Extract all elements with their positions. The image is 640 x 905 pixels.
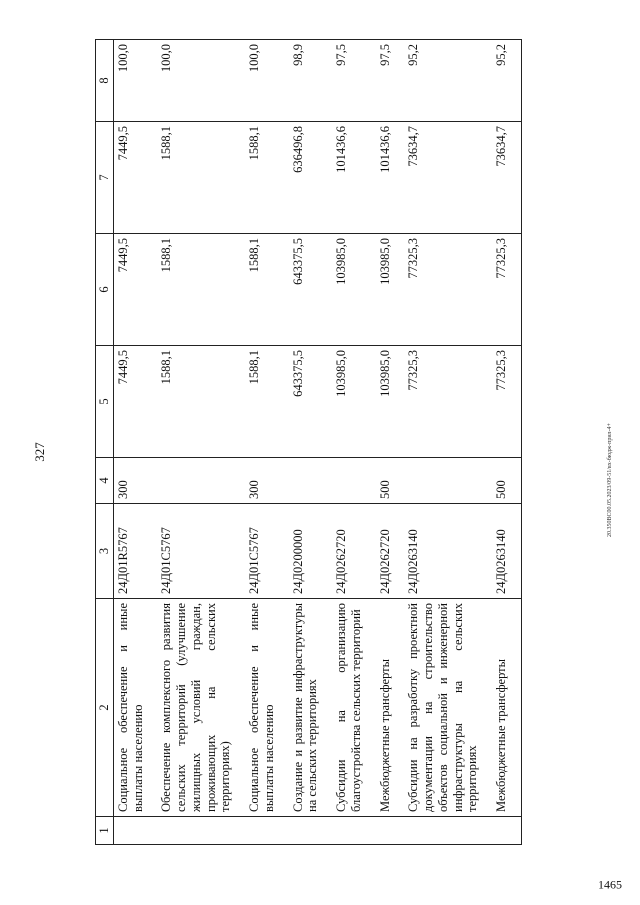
- header-cell: 2: [96, 599, 114, 817]
- amount-cell: 101436,6: [332, 122, 376, 234]
- percent-cell: 100,0: [113, 40, 157, 122]
- item-name-cell: Межбюджетные трансферты: [492, 599, 521, 817]
- type-cell: 500: [376, 458, 405, 504]
- amount-cell: 1588,1: [245, 122, 289, 234]
- percent-cell: 100,0: [157, 40, 245, 122]
- type-cell: 500: [492, 458, 521, 504]
- type-cell: 300: [113, 458, 157, 504]
- header-cell: 4: [96, 458, 114, 504]
- percent-cell: 95,2: [404, 40, 492, 122]
- header-cell: 3: [96, 504, 114, 599]
- percent-cell: 97,5: [332, 40, 376, 122]
- amount-cell: 1588,1: [157, 234, 245, 346]
- item-name-cell: Межбюджетные трансферты: [376, 599, 405, 817]
- table-row: [492, 40, 521, 845]
- table-row: [157, 40, 245, 845]
- item-name-cell: Создание и развитие инфраструктуры на сельских территориях: [289, 599, 333, 817]
- item-name-cell: Субсидии на организацию благоустройства сельских территорий: [332, 599, 376, 817]
- code-cell: 24Д0200000: [289, 504, 333, 599]
- code-cell: 24Д01R5767: [113, 504, 157, 599]
- table-row: [113, 40, 157, 845]
- type-cell: [289, 458, 333, 504]
- header-cell: 7: [96, 122, 114, 234]
- amount-cell: 643375,5: [289, 234, 333, 346]
- amount-cell: 103985,0: [376, 346, 405, 458]
- amount-cell: 103985,0: [332, 234, 376, 346]
- type-cell: [404, 458, 492, 504]
- amount-cell: 1588,1: [157, 346, 245, 458]
- row-number-cell: [404, 817, 492, 845]
- sheet-number: 1465: [598, 877, 622, 892]
- table-row: [332, 40, 376, 845]
- page-number: 327: [32, 442, 47, 462]
- amount-cell: 1588,1: [157, 122, 245, 234]
- code-cell: 24Д01С5767: [245, 504, 289, 599]
- table-row: [404, 40, 492, 845]
- table-row: [289, 40, 333, 845]
- item-name-cell: Социальное обеспечение и иные выплаты населению: [113, 599, 157, 817]
- amount-cell: 7449,5: [113, 346, 157, 458]
- budget-table: [95, 39, 522, 845]
- amount-cell: 77325,3: [492, 234, 521, 346]
- row-number-cell: [113, 817, 157, 845]
- header-cell: 6: [96, 234, 114, 346]
- row-number-cell: [245, 817, 289, 845]
- code-cell: 24Д0263140: [404, 504, 492, 599]
- amount-cell: 73634,7: [492, 122, 521, 234]
- amount-cell: 77325,3: [404, 234, 492, 346]
- type-cell: [332, 458, 376, 504]
- amount-cell: 7449,5: [113, 234, 157, 346]
- code-cell: 24Д0262720: [376, 504, 405, 599]
- item-name-cell: Социальное обеспечение и иные выплаты населению: [245, 599, 289, 817]
- header-cell: 1: [96, 817, 114, 845]
- code-cell: 24Д01С5767: [157, 504, 245, 599]
- amount-cell: 636496,8: [289, 122, 333, 234]
- percent-cell: 95,2: [492, 40, 521, 122]
- amount-cell: 77325,3: [404, 346, 492, 458]
- percent-cell: 100,0: [245, 40, 289, 122]
- item-name-cell: Субсидии на разработку проектной документации на строительство объектов социальной и инженерной инфраструктуры на сельских территориях: [404, 599, 492, 817]
- row-number-cell: [157, 817, 245, 845]
- amount-cell: 643375,5: [289, 346, 333, 458]
- amount-cell: 1588,1: [245, 346, 289, 458]
- amount-cell: 103985,0: [332, 346, 376, 458]
- table-row: [245, 40, 289, 845]
- amount-cell: 73634,7: [404, 122, 492, 234]
- row-number-cell: [332, 817, 376, 845]
- header-row: [96, 40, 114, 845]
- row-number-cell: [492, 817, 521, 845]
- type-cell: [157, 458, 245, 504]
- amount-cell: 101436,6: [376, 122, 405, 234]
- header-cell: 5: [96, 346, 114, 458]
- document-stamp: 20.350ВС00.05.2023/09-51/вх-бюдж-прил-4+: [607, 423, 613, 537]
- code-cell: 24Д0262720: [332, 504, 376, 599]
- row-number-cell: [289, 817, 333, 845]
- item-name-cell: Обеспечение комплексного развития сельских территорий (улучшение жилищных условий граждан, проживающих на сельских территориях): [157, 599, 245, 817]
- row-number-cell: [376, 817, 405, 845]
- amount-cell: 7449,5: [113, 122, 157, 234]
- budget-table-container: [95, 40, 522, 845]
- table-row: [376, 40, 405, 845]
- type-cell: 300: [245, 458, 289, 504]
- code-cell: 24Д0263140: [492, 504, 521, 599]
- percent-cell: 97,5: [376, 40, 405, 122]
- amount-cell: 1588,1: [245, 234, 289, 346]
- amount-cell: 103985,0: [376, 234, 405, 346]
- header-cell: 8: [96, 40, 114, 122]
- percent-cell: 98,9: [289, 40, 333, 122]
- amount-cell: 77325,3: [492, 346, 521, 458]
